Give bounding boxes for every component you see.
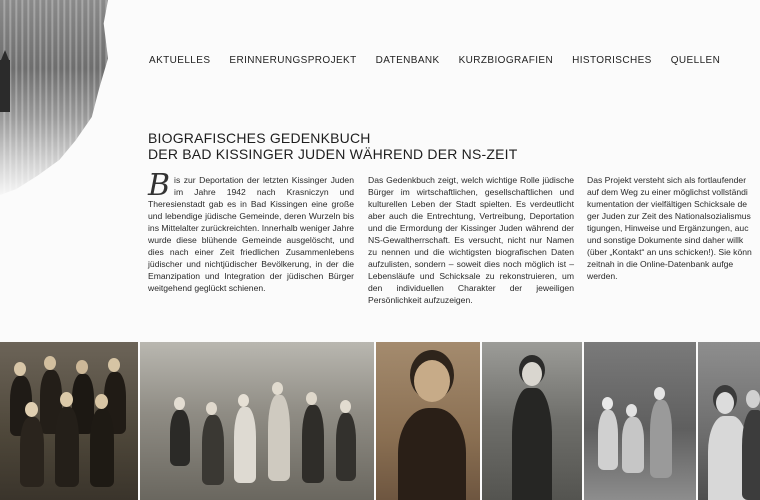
woman-standing-photo[interactable] [482,342,582,500]
col3-line: auf dem Weg zu einer möglichst vollständi [587,187,748,198]
page-title-line2: DER BAD KISSINGER JUDEN WÄHREND DER NS-ZEIT [148,146,518,162]
historic-building-photo-fragment [0,0,108,195]
col3-line: kumentation der vielfältigen Schicksale de [587,199,748,210]
intro-column-1 [148,168,354,294]
woman-partial-photo[interactable] [698,342,760,500]
col3-line: tigungen, Hinweise und Ergänzungen, auc [587,223,749,234]
col3-line: und sonstige Dokumente sind daher willk [587,235,744,246]
col3-line: ger Juden zur Zeit des Nationalsozialismus [587,211,751,222]
intro-column-2: Das Gedenkbuch zeigt, welch wichtige Rolle jüdische Bürger im wirtschaftlichen, gesellschaftlichen und kulturellen Leben der Stadt spielten. Es verdeutlicht aber auch die Entrechtung, Vertreibung, Deportation und die Ermordung der Kissinger Juden während der NS-Gewaltherrschaft. Es versucht, nicht nur Namen zu nennen und die wichtigsten biografischen Daten aufzulisten, sondern – soweit dies noch möglich ist – Lebensläufe und Schicksale zu rekonstruieren, um den individuellen Charakter der jeweiligen Persönlichkeit aufzuzeigen. [368,175,574,306]
nav-historisches[interactable]: HISTORISCHES [572,55,652,66]
nav-aktuelles[interactable]: AKTUELLES [149,55,211,66]
tower-silhouette [0,60,10,112]
main-navigation [149,54,739,68]
family-group-photo[interactable] [0,342,138,500]
nav-kurzbiografien[interactable]: KURZBIOGRAFIEN [458,55,554,66]
page-title-line1: BIOGRAFISCHES GEDENKBUCH [148,130,371,146]
drop-cap: B [148,168,171,203]
col3-line: Das Projekt versteht sich als fortlaufender [587,175,747,185]
historic-photo-strip [0,342,760,500]
outdoor-group-photo[interactable] [584,342,696,500]
col3-line: (über „Kontakt“ an uns schicken!). Sie könn [587,247,752,258]
col3-line: werden. [587,271,618,282]
page-title [148,130,568,162]
intro-column-3 [587,174,760,282]
col3-line: zeitnah in die Online-Datenbank aufge [587,259,734,270]
nav-erinnerungsprojekt[interactable]: ERINNERUNGSPROJEKT [229,55,357,66]
intro-column-1-text: is zur Deportation der letzten Kissinger Juden im Jahre 1942 nach Krasniczyn und Theresienstadt gab es in Bad Kissingen eine große und lebendige jüdische Gemeinde, deren Wurzeln bis ins Mittelalter zurückreichten. Innerhalb weniger Jahre wurde diese blühende Gemeinde ausgelöscht, und dies nach einer Zeit friedlichen Zusammenlebens jüdischer und nichtjüdischer Bevölkerung, in der die Emanzipation und Integration der jüdischen Bürger weitgehend geglückt schienen. [148,175,354,294]
woman-portrait-photo[interactable] [376,342,480,500]
nav-datenbank[interactable]: DATENBANK [375,55,440,66]
group-garden-photo[interactable] [140,342,374,500]
nav-quellen[interactable]: QUELLEN [670,55,721,66]
